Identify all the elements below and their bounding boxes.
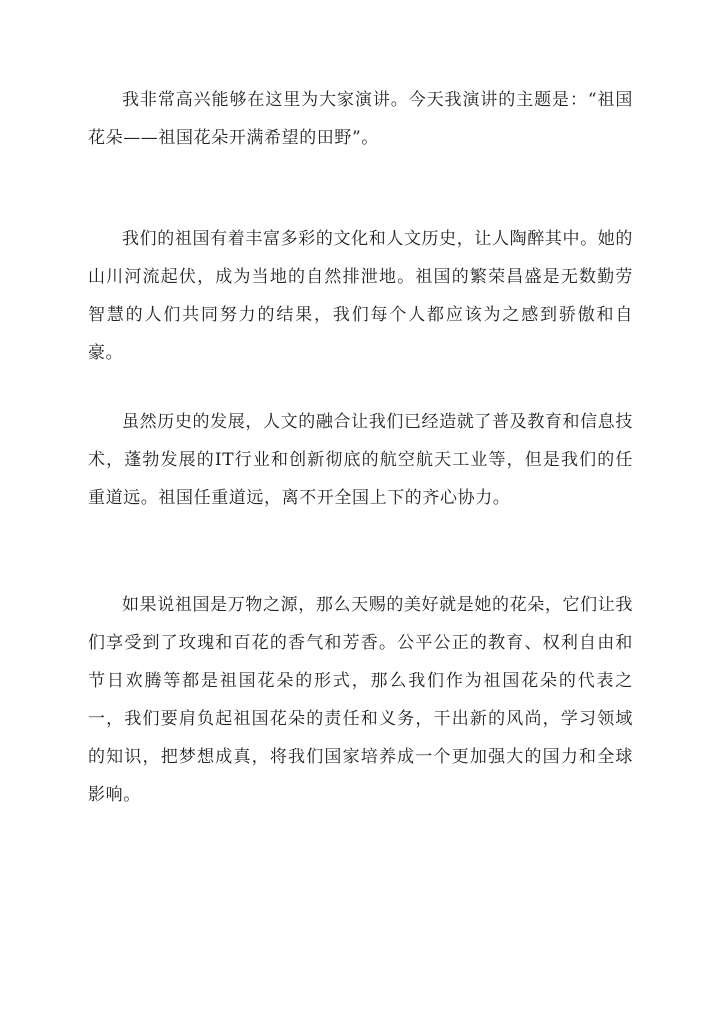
- paragraph-intro: 我非常高兴能够在这里为大家演讲。今天我演讲的主题是：“祖国花朵——祖国花朵开满希望的田野”。: [88, 90, 633, 148]
- paragraph-development: 虽然历史的发展，人文的融合让我们已经造就了普及教育和信息技术，蓬勃发展的IT行业和创新彻底的航空航天工业等，但是我们的任重道远。祖国任重道远，离不开全国上下的齐心协力。: [88, 412, 633, 508]
- paragraph-culture: 我们的祖国有着丰富多彩的文化和人文历史，让人陶醉其中。她的山川河流起伏，成为当地的自然排泄地。祖国的繁荣昌盛是无数勤劳智慧的人们共同努力的结果，我们每个人都应该为之感到骄傲和自豪。: [88, 229, 633, 363]
- paragraph-flowers: 如果说祖国是万物之源，那么天赐的美好就是她的花朵，它们让我们享受到了玫瑰和百花的香气和芳香。公平公正的教育、权利自由和节日欢腾等都是祖国花朵的形式，那么我们作为祖国花朵的代表之一，我们要肩负起祖国花朵的责任和义务，干出新的风尚，学习领域的知识，把梦想成真，将我们国家培养成一个更加强大的国力和全球影响。: [88, 595, 633, 805]
